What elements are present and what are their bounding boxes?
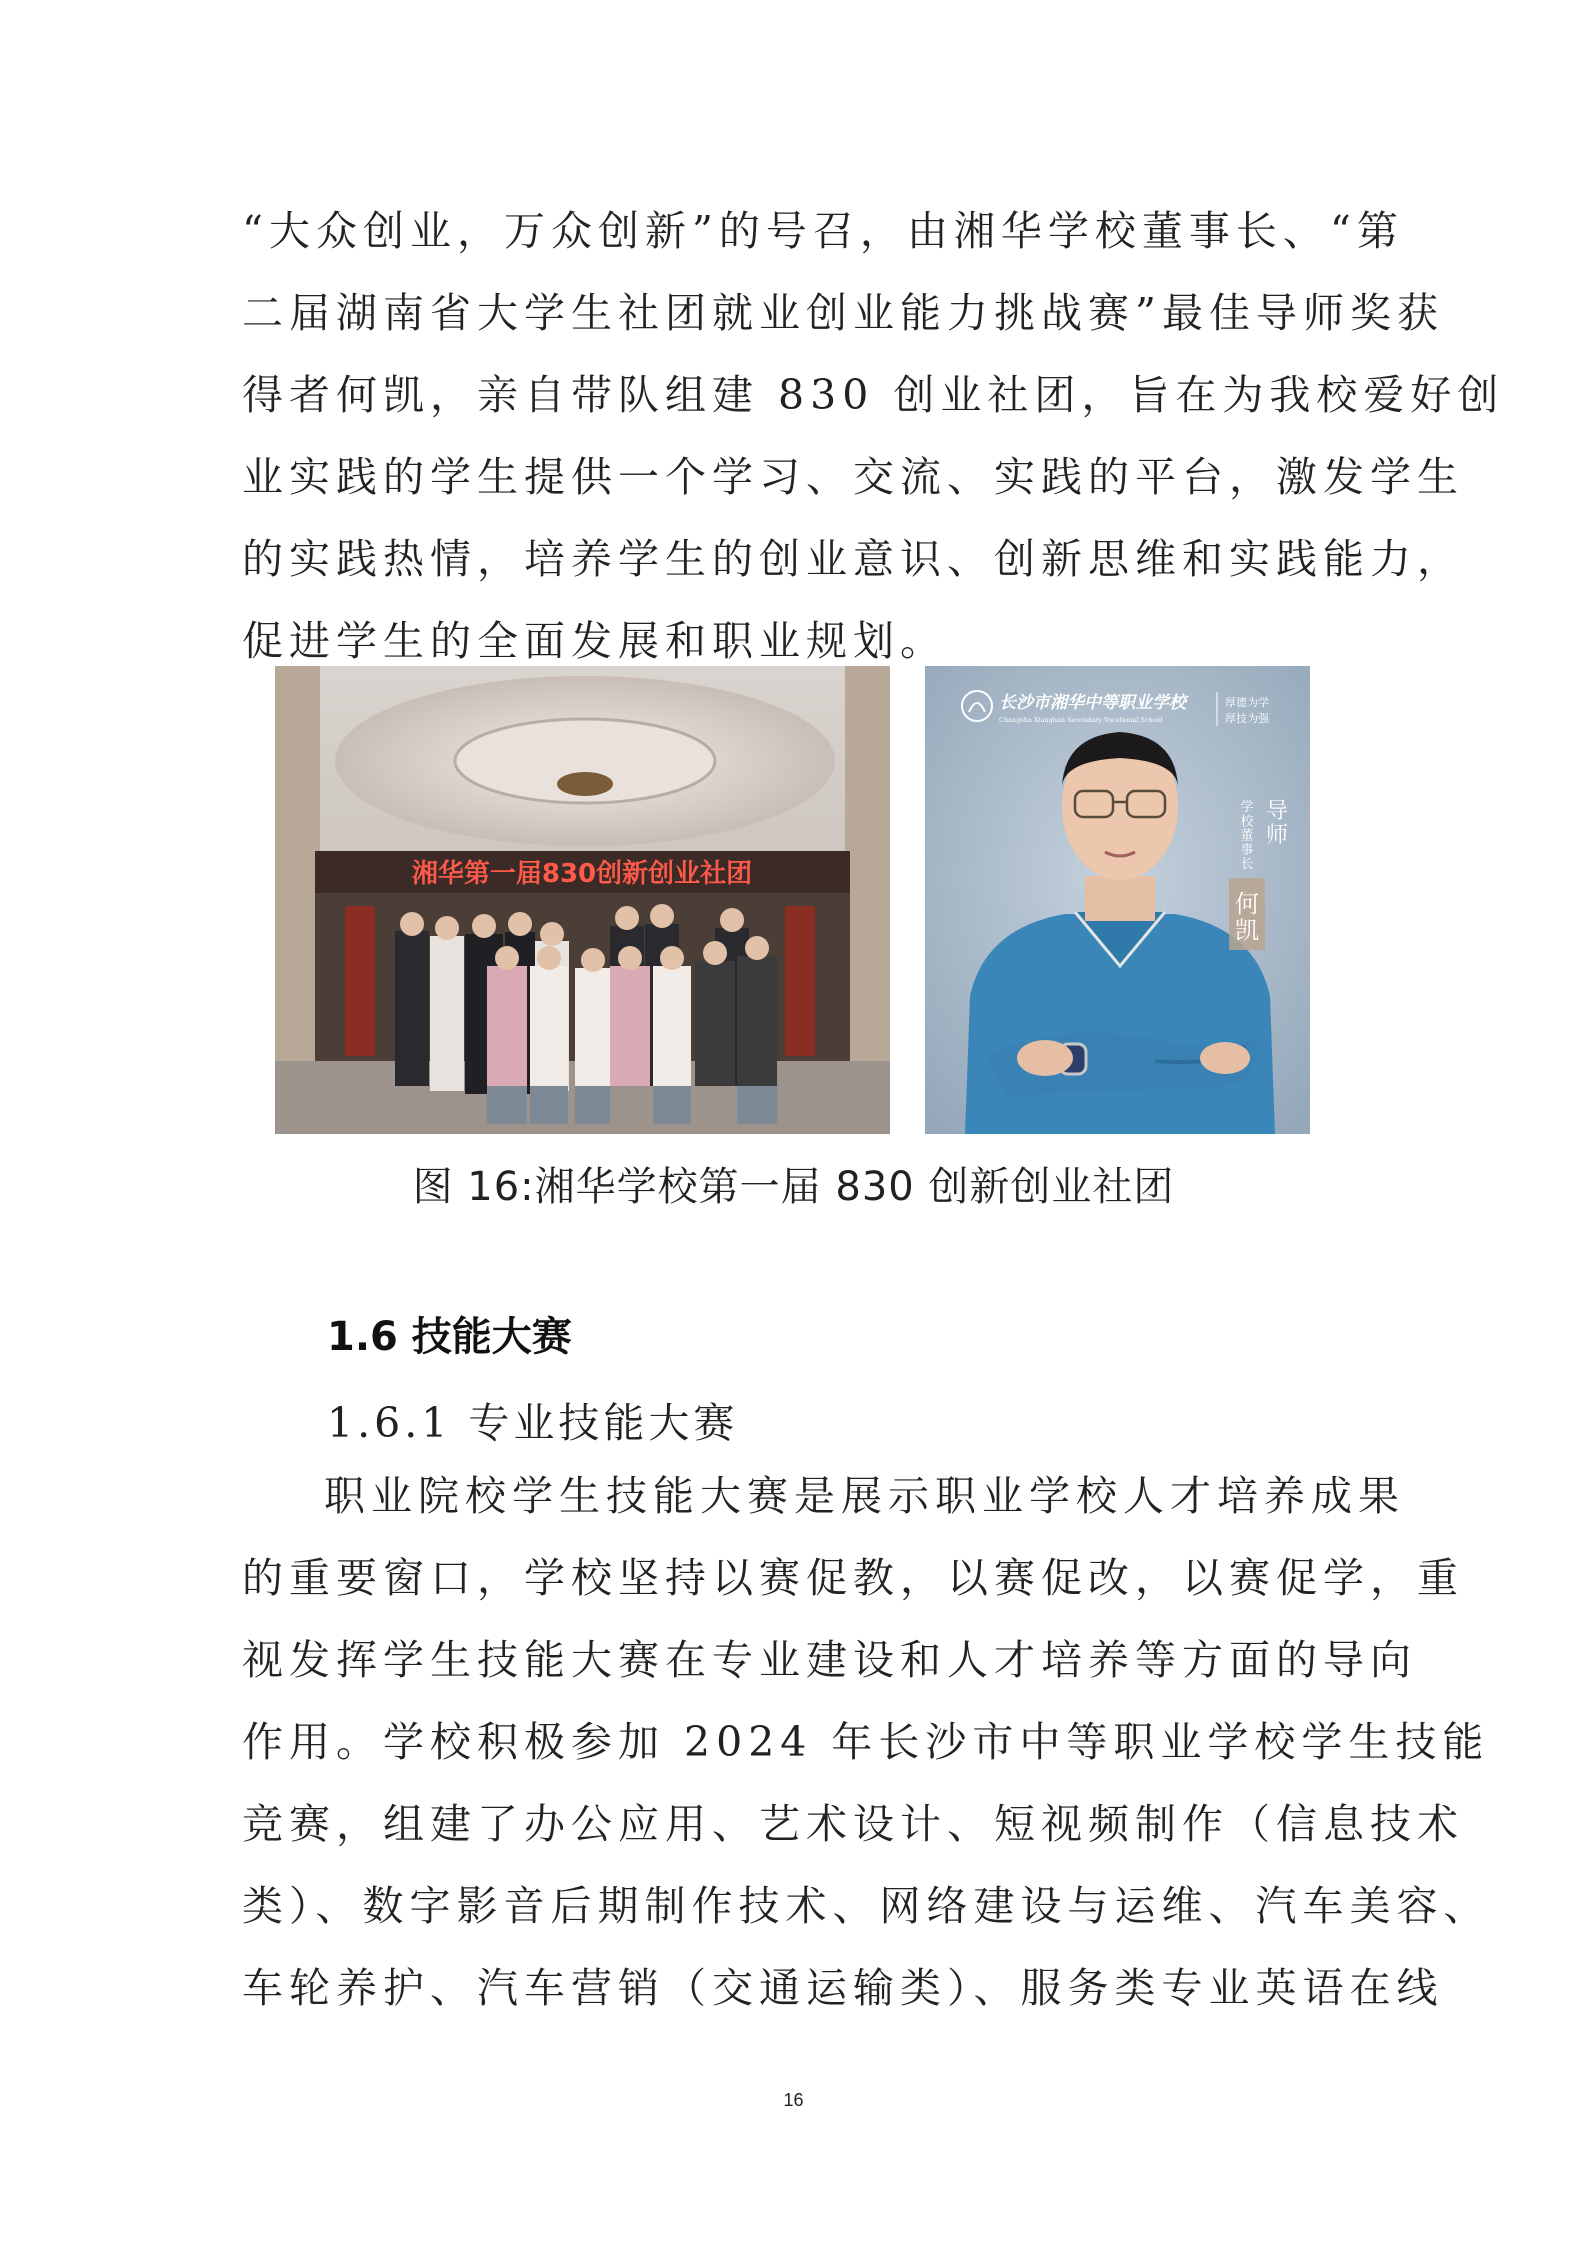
banner-text: 湘华第一届830创新创业社团 bbox=[411, 859, 753, 889]
text-line: 的实践热情，培养学生的创业意识、创新思维和实践能力， bbox=[242, 535, 1464, 583]
page-number: 16 bbox=[783, 2090, 804, 2110]
group-photo bbox=[275, 666, 890, 1134]
text-line: 得者何凯，亲自带队组建 830 创业社团，旨在为我校爱好创 bbox=[242, 371, 1505, 419]
text-line: 视发挥学生技能大赛在专业建设和人才培养等方面的导向 bbox=[242, 1636, 1417, 1684]
text-line: 二届湖南省大学生社团就业创业能力挑战赛”最佳导师奖获 bbox=[242, 289, 1444, 337]
section-heading: 1.6 技能大赛 bbox=[327, 1314, 572, 1360]
figure-caption: 图 16:湘华学校第一届 830 创新创业社团 bbox=[412, 1164, 1175, 1210]
paragraph-intro bbox=[242, 190, 1505, 682]
mentor-name: 何凯 bbox=[1235, 890, 1259, 945]
text-line: 类）、数字影音后期制作技术、网络建设与运维、汽车美容、 bbox=[242, 1882, 1491, 1930]
text-line: 促进学生的全面发展和职业规划。 bbox=[242, 617, 947, 665]
mentor-role: 导师 bbox=[1265, 799, 1289, 849]
motto-2: 厚技为强 bbox=[1225, 712, 1269, 725]
text-line: 车轮养护、汽车营销（交通运输类）、服务类专业英语在线 bbox=[242, 1964, 1444, 2012]
text-line: “大众创业，万众创新”的号召，由湘华学校董事长、“第 bbox=[242, 207, 1404, 255]
paragraph-skills bbox=[242, 1455, 1491, 2029]
mentor-photo bbox=[925, 666, 1310, 1134]
school-name-en: Changsha Xianghua Secondary Vocational School bbox=[999, 716, 1163, 724]
school-name: 长沙市湘华中等职业学校 bbox=[999, 693, 1186, 713]
text-line: 竞赛，组建了办公应用、艺术设计、短视频制作（信息技术 bbox=[242, 1800, 1464, 1848]
text-line: 作用。学校积极参加 2024 年长沙市中等职业学校学生技能 bbox=[242, 1718, 1490, 1766]
text-line: 的重要窗口，学校坚持以赛促教，以赛促改，以赛促学，重 bbox=[242, 1554, 1464, 1602]
subsection-heading: 1.6.1 专业技能大赛 bbox=[327, 1399, 739, 1447]
motto-1: 厚德为学 bbox=[1225, 696, 1269, 709]
text-line: 业实践的学生提供一个学习、交流、实践的平台，激发学生 bbox=[242, 453, 1464, 501]
text-line: 职业院校学生技能大赛是展示职业学校人才培养成果 bbox=[324, 1472, 1405, 1520]
mentor-title: 学校董事长 bbox=[1240, 800, 1254, 873]
